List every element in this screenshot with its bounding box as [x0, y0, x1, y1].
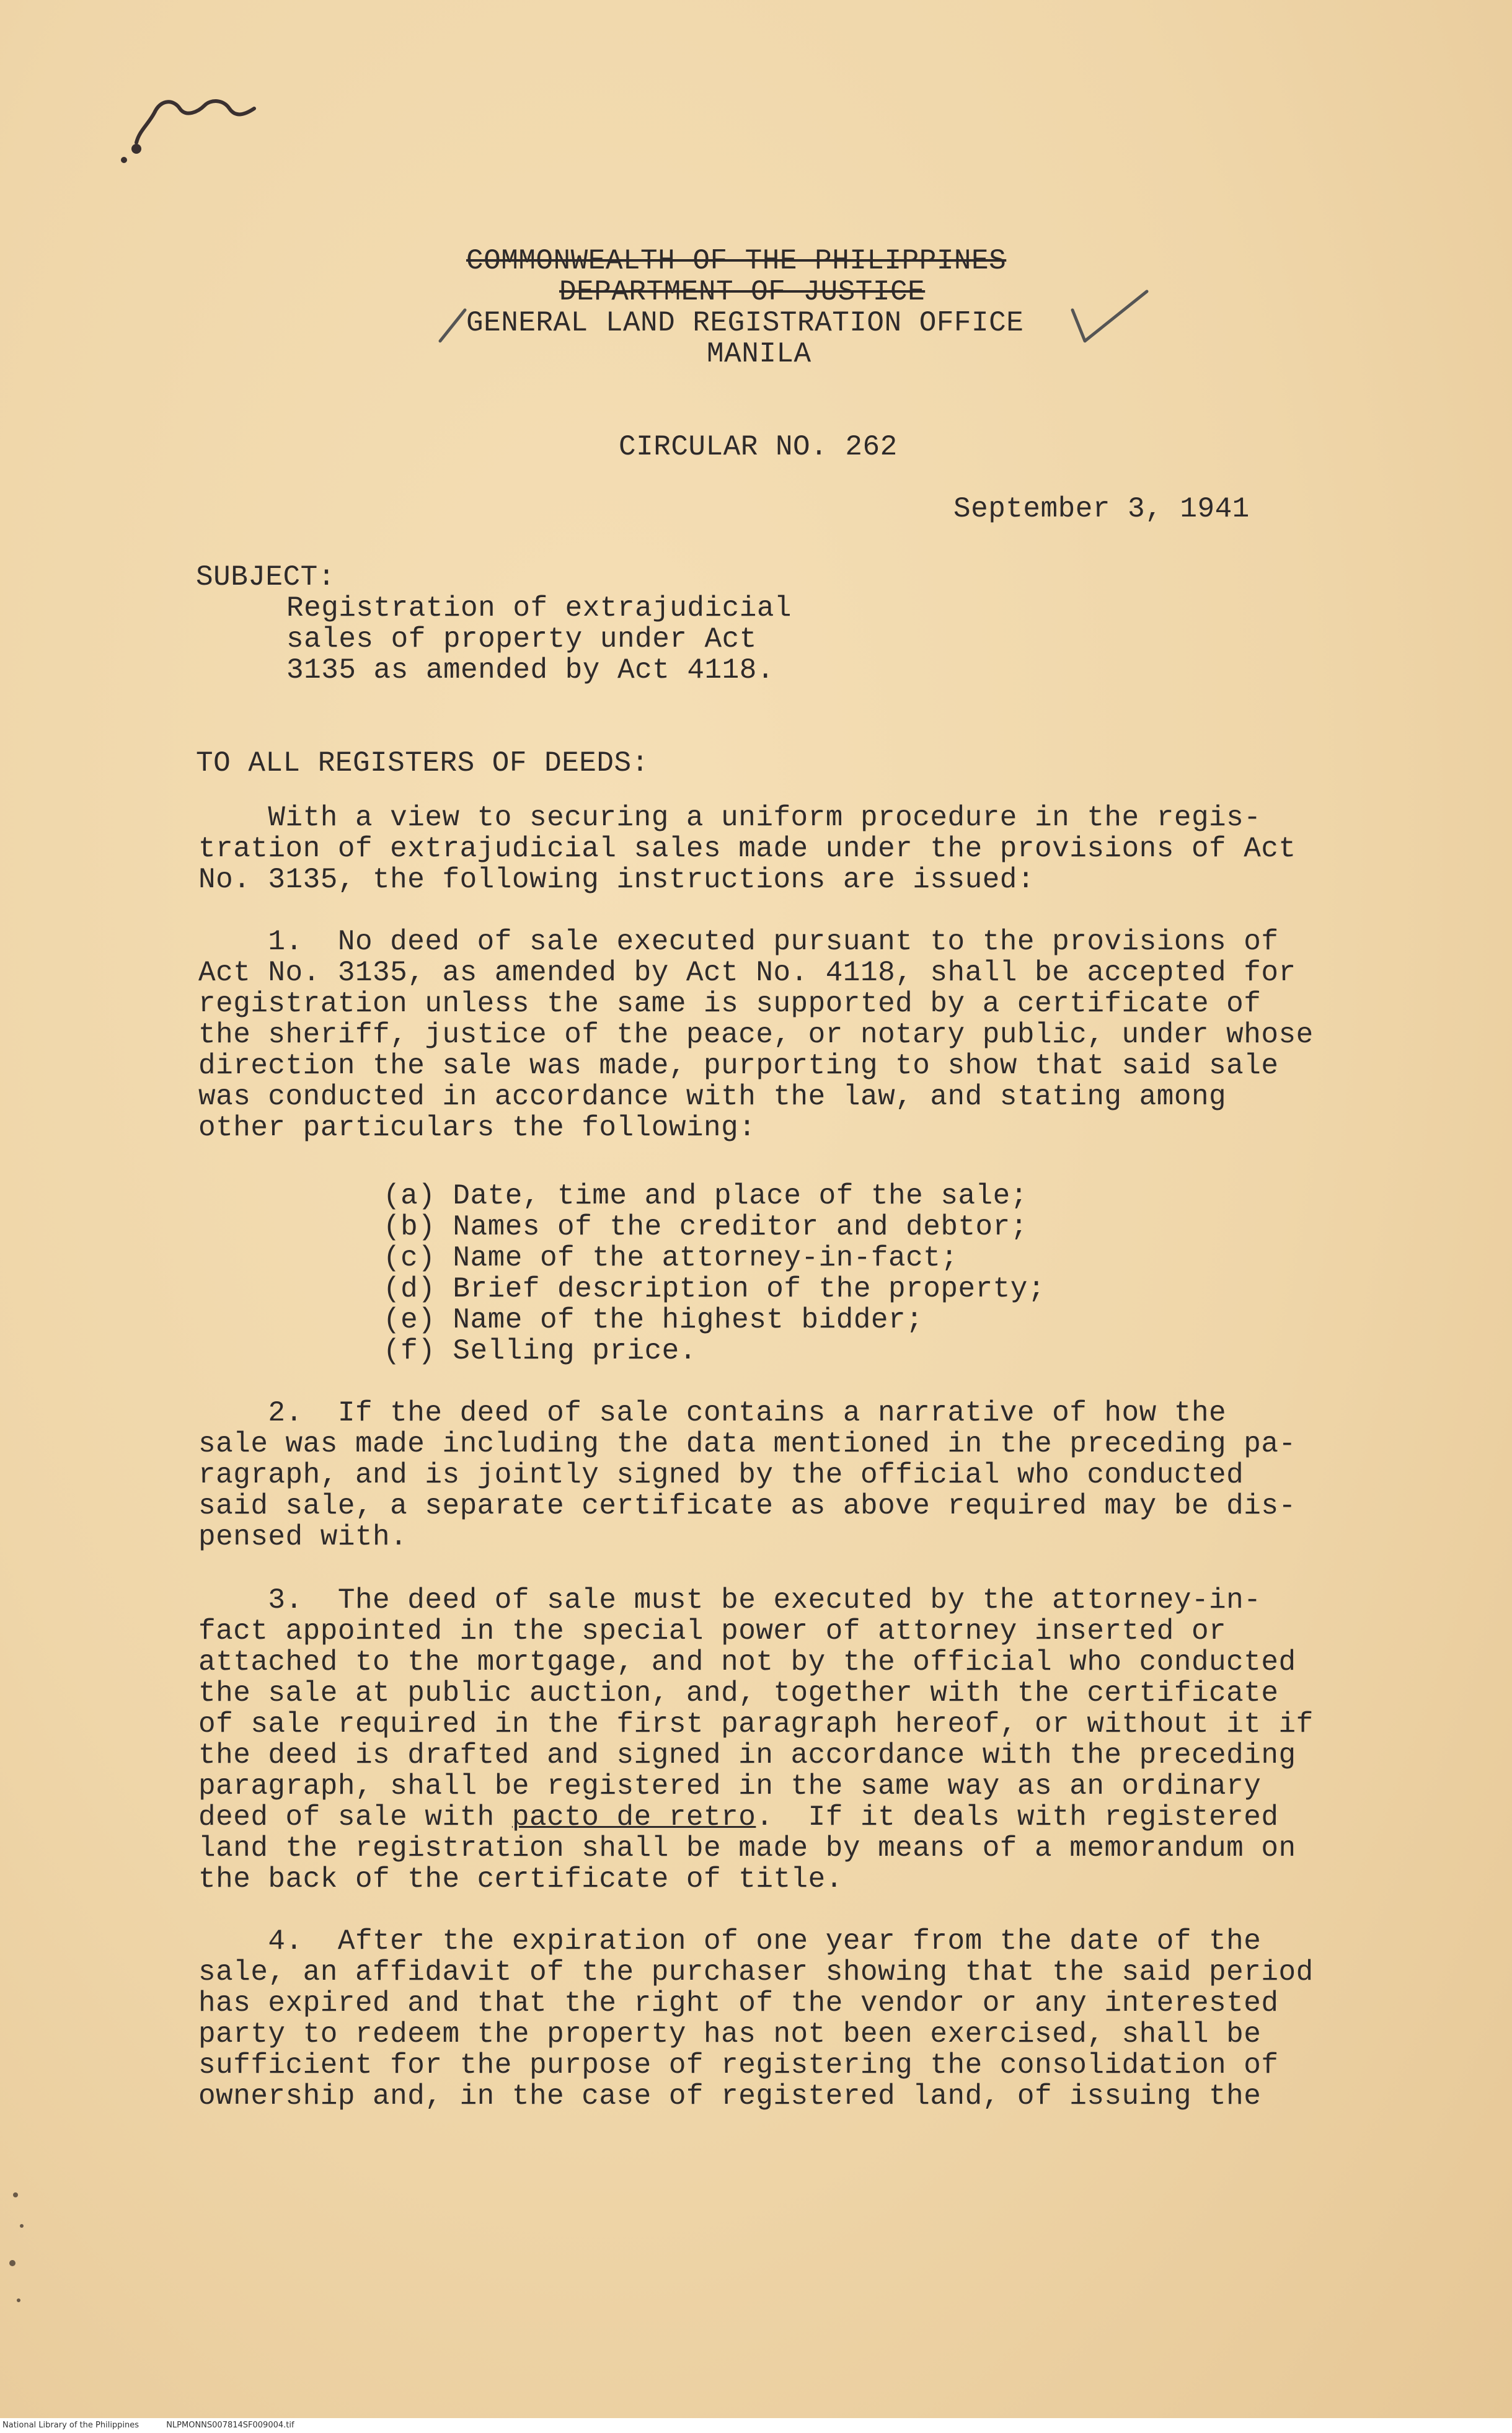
subject-text [286, 593, 1477, 686]
footer-file-id: NLPMONNS007814SF009004.tif [166, 2421, 294, 2430]
text-line-pacto [198, 1802, 1389, 1833]
text-line: the deed is drafted and signed in accordance with the preceding [198, 1739, 1296, 1771]
text-line: party to redeem the property has not been exercised, shall be [198, 2018, 1262, 2050]
paragraph-4 [198, 1926, 1389, 2112]
text-line: Act No. 3135, as amended by Act No. 4118, shall be accepted for [198, 957, 1296, 989]
list-item: (b) Names of the creditor and debtor; [383, 1211, 1028, 1243]
particulars-list [383, 1181, 1512, 1367]
text-line: attached to the mortgage, and not by the official who conducted [198, 1646, 1296, 1678]
subject-line: 3135 as amended by Act 4118. [286, 654, 774, 686]
text-line: sufficient for the purpose of registering the consolidation of [198, 2049, 1279, 2081]
paragraph-2 [198, 1398, 1389, 1553]
text-line: 4. After the expiration of one year from the date of the [198, 1925, 1262, 1957]
text-line: sale was made including the data mentioned in the preceding pa- [198, 1428, 1296, 1460]
text-line: was conducted in accordance with the law, and stating among [198, 1081, 1227, 1113]
header-office: GENERAL LAND REGISTRATION OFFICE [466, 307, 1024, 339]
header-commonwealth: COMMONWEALTH OF THE PHILIPPINES [466, 245, 1007, 277]
text-line: paragraph, shall be registered in the same way as an ordinary [198, 1770, 1262, 1802]
text-line: With a view to securing a uniform procedure in the regis- [198, 802, 1262, 834]
pencil-slash-mark [434, 304, 471, 347]
pacto-de-retro-term: pacto de retro [511, 1801, 756, 1833]
text-line: registration unless the same is supported by a certificate of [198, 988, 1262, 1020]
text-line: other particulars the following: [198, 1112, 756, 1144]
pencil-check-icon [1066, 285, 1153, 353]
list-item: (d) Brief description of the property; [383, 1273, 1045, 1305]
text-line: ownership and, in the case of registered land, of issuing the [198, 2080, 1262, 2112]
subject-line: Registration of extrajudicial [286, 592, 792, 624]
header-manila: MANILA [707, 338, 811, 370]
text-line: No. 3135, the following instructions are issued: [198, 864, 1035, 896]
list-item: (f) Selling price. [383, 1335, 697, 1367]
footer-library: National Library of the Philippines [2, 2421, 139, 2430]
text-line: pensed with. [198, 1521, 408, 1553]
text-line: 3. The deed of sale must be executed by the attorney-in- [198, 1584, 1262, 1616]
paragraph-3 [198, 1585, 1389, 1895]
circular-date: September 3, 1941 [953, 493, 1250, 525]
circular-number: CIRCULAR NO. 262 [619, 431, 898, 463]
text-line: 1. No deed of sale executed pursuant to the provisions of [198, 926, 1279, 958]
pacto-after: . If it deals with registered [756, 1801, 1279, 1833]
scan-footer-text [2, 2421, 319, 2430]
text-line: land the registration shall be made by means of a memorandum on [198, 1832, 1296, 1864]
text-line: the sale at public auction, and, together with the certificate [198, 1677, 1279, 1709]
text-line: fact appointed in the special power of attorney inserted or [198, 1615, 1227, 1647]
text-line: of sale required in the first paragraph hereof, or without it if [198, 1708, 1314, 1740]
salutation: TO ALL REGISTERS OF DEEDS: [196, 747, 649, 779]
intro-paragraph [198, 802, 1389, 895]
subject-line: sales of property under Act [286, 623, 757, 655]
text-line: the sheriff, justice of the peace, or notary public, under whose [198, 1019, 1314, 1051]
text-line: has expired and that the right of the vendor or any interested [198, 1987, 1279, 2019]
handwritten-scribble-mark [112, 87, 273, 174]
text-line: direction the sale was made, purporting to show that said sale [198, 1050, 1279, 1082]
subject-label: SUBJECT: [196, 561, 335, 593]
paragraph-1 [198, 926, 1389, 1143]
text-line: 2. If the deed of sale contains a narrative of how the [198, 1397, 1227, 1429]
text-line: sale, an affidavit of the purchaser showing that the said period [198, 1956, 1314, 1988]
text-line: said sale, a separate certificate as above required may be dis- [198, 1490, 1296, 1522]
list-item: (c) Name of the attorney-in-fact; [383, 1242, 958, 1274]
text-line: the back of the certificate of title. [198, 1863, 843, 1895]
pacto-before: deed of sale with [198, 1801, 512, 1833]
text-line: ragraph, and is jointly signed by the official who conducted [198, 1459, 1244, 1491]
list-item: (a) Date, time and place of the sale; [383, 1180, 1028, 1212]
list-item: (e) Name of the highest bidder; [383, 1304, 924, 1336]
paper-edge-stain [0, 2170, 37, 2331]
header-department: DEPARTMENT OF JUSTICE [559, 276, 926, 308]
text-line: tration of extrajudicial sales made under the provisions of Act [198, 833, 1296, 865]
